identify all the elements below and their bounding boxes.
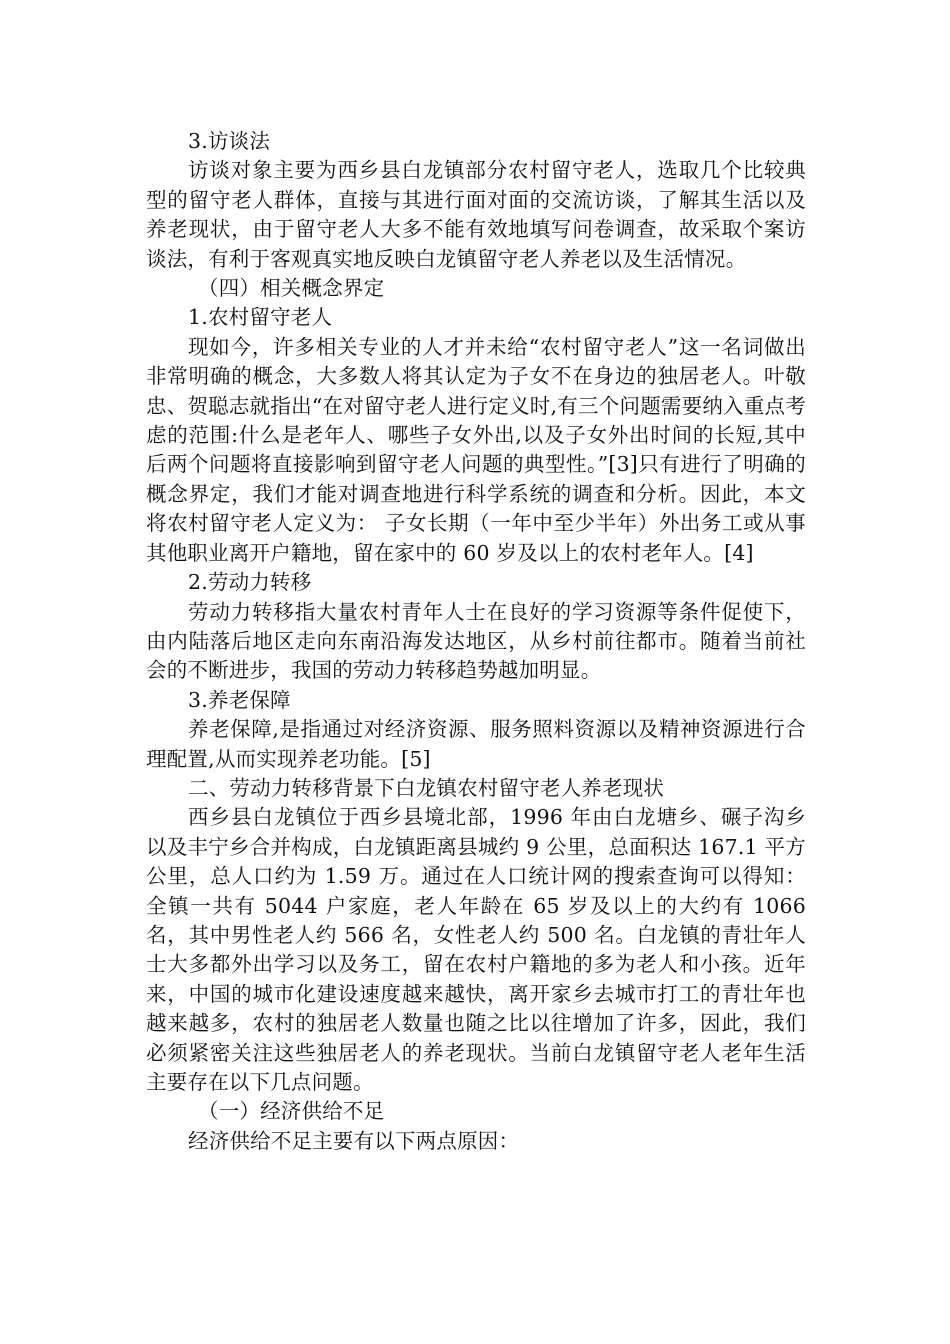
- section-heading-concept-definition: （四）相关概念界定: [198, 276, 385, 301]
- paragraph-interview-method: 访谈对象主要为西乡县白龙镇部分农村留守老人，选取几个比较典型的留守老人群体，直接与其进行面对面的交流访谈，了解其生活以及养老现状，由于留守老人大多不能有效地填写问卷调查，故采取个案访谈法，有利于客观真实地反映白龙镇留守老人养老以及生活情况。: [146, 158, 806, 271]
- paragraph-labor-transfer: 劳动力转移指大量农村青年人士在良好的学习资源等条件促使下，由内陆落后地区走向东南沿海发达地区，从乡村前往都市。随着当前社会的不断进步，我国的劳动力转移趋势越加明显。: [146, 599, 806, 683]
- section-heading-rural-left-behind-elderly: 1.农村留守老人: [188, 305, 333, 330]
- section-heading-interview-method: 3.访谈法: [188, 129, 271, 153]
- paragraph-economic-supply-reasons: 经济供给不足主要有以下两点原因：: [188, 1128, 520, 1153]
- section-heading-pension-security: 3.养老保障: [188, 687, 291, 712]
- paragraph-rural-left-behind-elderly: 现如今，许多相关专业的人才并未给“农村留守老人”这一名词做出非常明确的概念，大多数人将其认定为子女不在身边的独居老人。叶敬忠、贺聪志就指出“在对留守老人进行定义时,有三个问题需要纳入重点考虑的范围:什么是老年人、哪些子女外出,以及子女外出时间的长短,其中后两个问题将直接影响到留守老人问题的典型性。”[3]只有进行了明确的概念界定，我们才能对调查地进行科学系统的调查和分析。因此，本文将农村留守老人定义为： 子女长期（一年中至少半年）外出务工或从事其他职业离开户籍地，留在家中的 60 岁及以上的农村老年人。[4]: [146, 334, 806, 565]
- chapter-heading-current-situation: 二、劳动力转移背景下白龙镇农村留守老人养老现状: [188, 775, 665, 800]
- paragraph-bailong-town-overview: 西乡县白龙镇位于西乡县境北部，1996 年由白龙塘乡、碾子沟乡以及丰宁乡合并构成，白龙镇距离县城约 9 公里，总面积达 167.1 平方公里，总人口约为 1.59 万。通过在人口统计网的搜索查询可以得知：全镇一共有 5044 户家庭，老人年龄在 65 岁及以上的大约有 1066 名，其中男性老人约 566 名，女性老人约 500 名。白龙镇的青壮年人士大多都外出学习以及务工，留在农村户籍地的多为老人和小孩。近年来，中国的城市化建设速度越来越快，离开家乡去城市打工的青壮年也越来越多，农村的独居老人数量也随之比以往增加了许多，因此，我们必须紧密关注这些独居老人的养老现状。当前白龙镇留守老人老年生活主要存在以下几点问题。: [146, 805, 806, 1094]
- document-body: [146, 127, 806, 1156]
- section-heading-economic-supply: （一）经济供给不足: [198, 1099, 385, 1124]
- paragraph-pension-security: 养老保障,是指通过对经济资源、服务照料资源以及精神资源进行合理配置,从而实现养老功能。[5]: [146, 717, 806, 771]
- section-heading-labor-transfer: 2.劳动力转移: [188, 570, 312, 595]
